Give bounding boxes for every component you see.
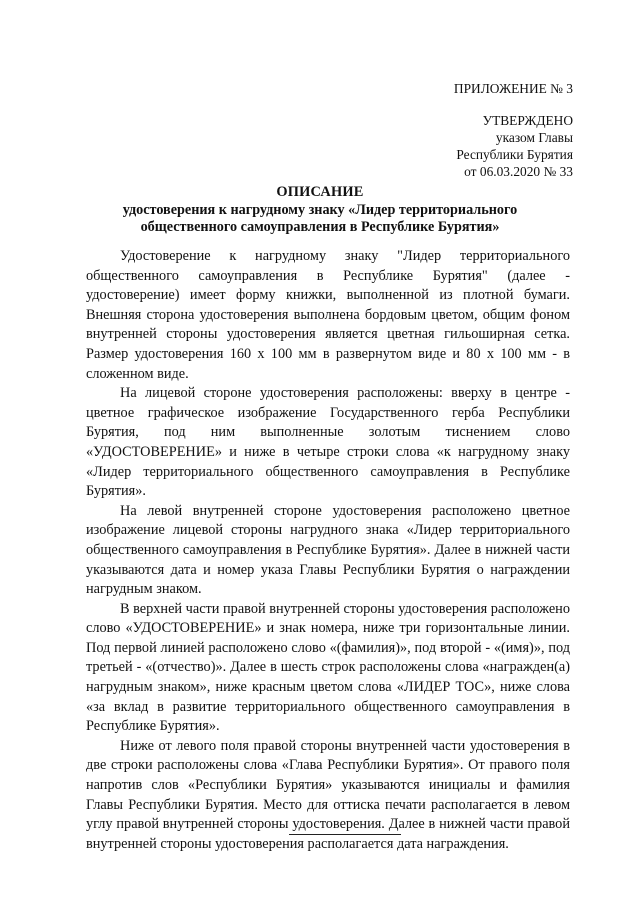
body-paragraph: В верхней части правой внутренней стороны удостоверения расположено слово «УДОСТОВЕРЕНИЕ» и знак номера, ниже три горизонтальные линии. Под первой линией расположено слово «(фамилия)», под второй - «(имя)», под третьей - «(отчество)». Далее в шесть строк расположены слова «награжден(а) нагрудным знаком», ниже красным цветом слова «ЛИДЕР ТОС», ниже слова «за вклад в развитие территориального общественного самоуправления в Республике Бурятия». — [86, 600, 570, 735]
document-title-block — [0, 184, 640, 237]
approval-line: Республики Бурятия — [456, 147, 573, 162]
body-paragraph: Ниже от левого поля правой стороны внутренней части удостоверения в две строки расположены слова «Глава Республики Бурятия». От правого поля напротив слов «Республики Бурятия» указываются инициалы и фамилия Главы Республики Бурятия. Место для оттиска печати располагается в левом углу правой внутренней стороны удостоверения. Далее в нижней части правой внутренней стороны удостоверения располагается дата награждения. — [86, 737, 570, 852]
appendix-label: ПРИЛОЖЕНИЕ № 3 — [453, 81, 573, 96]
approval-block — [456, 112, 573, 180]
approval-line: указом Главы — [495, 130, 573, 145]
document-subtitle-line: общественного самоуправления в Республике Бурятия» — [140, 219, 500, 235]
document-subtitle-line: удостоверения к нагрудному знаку «Лидер территориального — [122, 201, 518, 218]
document-title: ОПИСАНИЕ — [276, 184, 364, 200]
approval-line: УТВЕРЖДЕНО — [482, 113, 573, 128]
body-paragraph: На левой внутренней стороне удостоверения расположено цветное изображение лицевой стороны нагрудного знака «Лидер территориального общественного самоуправления в Республике Бурятия». Далее в нижней части указываются дата и номер указа Главы Республики Бурятия о награждении нагрудным знаком. — [86, 502, 570, 598]
document-body — [86, 247, 570, 854]
body-paragraph: На лицевой стороне удостоверения расположены: вверху в центре - цветное графическое изображение Государственного герба Республики Бурятия, под ним выполненные золотым тиснением слово «УДОСТОВЕРЕНИЕ» и ниже в четыре строки слова «к нагрудному знаку «Лидер территориального общественного самоуправления в Республике Бурятия». — [86, 385, 570, 500]
approval-date-line: от 06.03.2020 № 33 — [464, 164, 573, 179]
body-paragraph: Удостоверение к нагрудному знаку "Лидер территориального общественного самоуправления в Республике Бурятия" (далее - удостоверение) имеет форму книжки, выполненной из плотной бумаги. Внешняя сторона удостоверения выполнена бордовым цветом, общим фоном внутренней стороны удостоверения является цветная гильоширная сетка. Размер удостоверения 160 х 100 мм в развернутом виде и 80 х 100 мм - в сложенном виде. — [86, 248, 570, 382]
footer-divider — [289, 834, 401, 835]
